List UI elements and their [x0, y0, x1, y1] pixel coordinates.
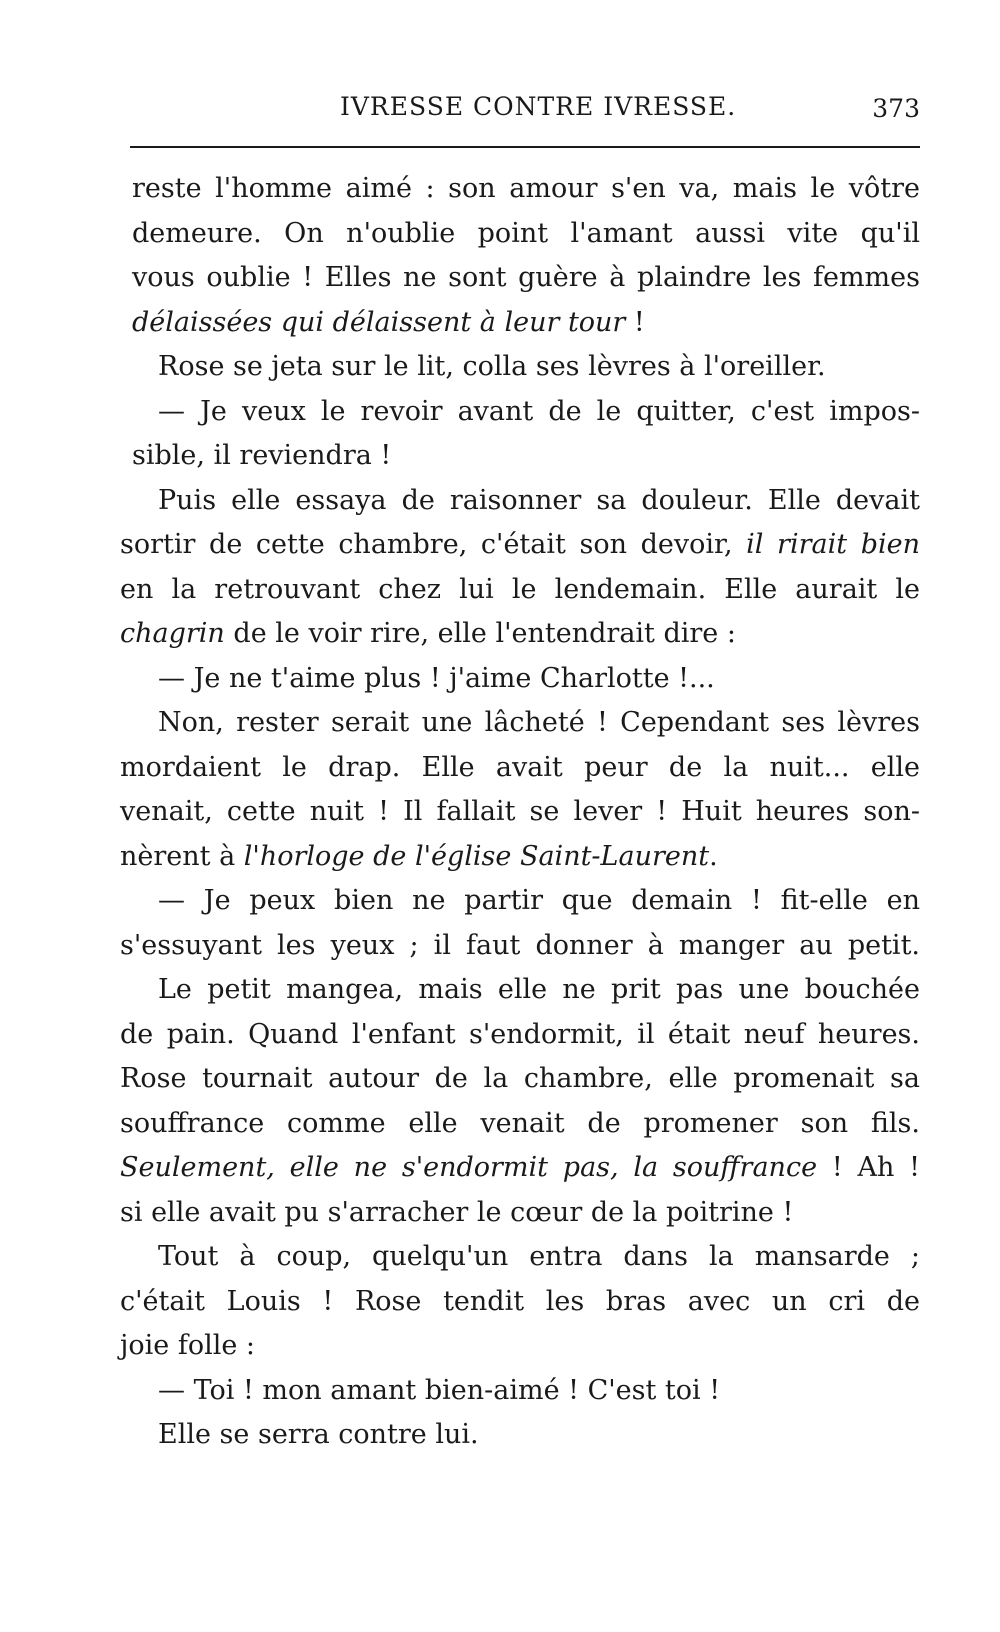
- text-line: Rose tournait autour de la chambre, elle promenait sa: [120, 1063, 920, 1094]
- text-line: vous oublie ! Elles ne sont guère à plaindre les femmes: [132, 262, 920, 293]
- running-title: IVRESSE CONTRE IVRESSE.: [340, 92, 737, 121]
- text-line: mordaient le drap. Elle avait peur de la nuit... elle: [120, 751, 920, 783]
- text-line: Seulement, elle ne s'endormit pas, la souffrance ! Ah !: [120, 1152, 920, 1183]
- text-line: si elle avait pu s'arracher le cœur de la poitrine !: [120, 1196, 794, 1228]
- text-line: de pain. Quand l'enfant s'endormit, il était neuf heures.: [120, 1018, 920, 1050]
- text-line: venait, cette nuit ! Il fallait se lever ! Huit heures son-: [120, 796, 920, 827]
- text-line: — Je ne t'aime plus ! j'aime Charlotte !...: [158, 662, 715, 694]
- text-line: joie folle :: [120, 1330, 255, 1361]
- text-line: s'essuyant les yeux ; il faut donner à manger au petit.: [120, 929, 920, 961]
- page-number: 373: [872, 94, 920, 123]
- text-line: chagrin de le voir rire, elle l'entendrait dire :: [120, 618, 736, 649]
- text-line: reste l'homme aimé : son amour s'en va, mais le vôtre: [132, 173, 920, 204]
- text-line: en la retrouvant chez lui le lendemain. Elle aurait le: [120, 573, 920, 605]
- text-line: — Toi ! mon amant bien-aimé ! C'est toi !: [158, 1374, 721, 1406]
- running-head: [130, 92, 920, 132]
- text-line: Elle se serra contre lui.: [158, 1419, 479, 1450]
- text-line: c'était Louis ! Rose tendit les bras avec un cri de: [120, 1285, 920, 1317]
- text-line: sible, il reviendra !: [132, 440, 392, 471]
- text-line: Le petit mangea, mais elle ne prit pas une bouchée: [158, 974, 920, 1005]
- text-line: Non, rester serait une lâcheté ! Cependant ses lèvres: [158, 707, 920, 738]
- text-line: nèrent à l'horloge de l'église Saint-Laurent.: [120, 840, 718, 872]
- text-line: souffrance comme elle venait de promener son fils.: [120, 1107, 920, 1139]
- text-line: Puis elle essaya de raisonner sa douleur. Elle devait: [158, 484, 920, 516]
- text-line: — Je veux le revoir avant de le quitter, c'est impos-: [158, 395, 920, 427]
- text-line: sortir de cette chambre, c'était son devoir, il rirait bien: [120, 529, 920, 560]
- text-line: Tout à coup, quelqu'un entra dans la mansarde ;: [158, 1241, 920, 1272]
- header-rule: [130, 146, 920, 148]
- text-line: — Je peux bien ne partir que demain ! fit-elle en: [158, 885, 920, 916]
- text-line: Rose se jeta sur le lit, colla ses lèvres à l'oreiller.: [158, 351, 826, 382]
- text-line: délaissées qui délaissent à leur tour !: [132, 306, 645, 338]
- text-line: demeure. On n'oublie point l'amant aussi vite qu'il: [132, 217, 920, 249]
- body-text: [120, 167, 920, 1458]
